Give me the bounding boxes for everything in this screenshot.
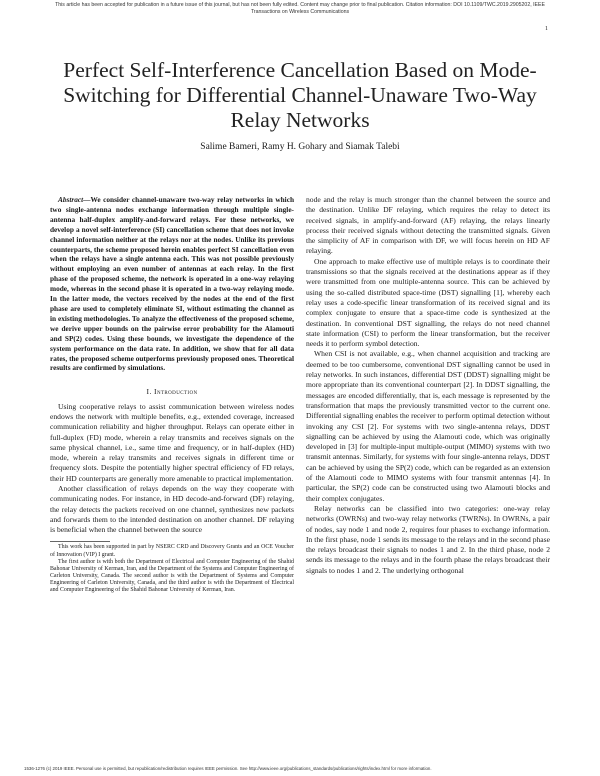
footnote-affiliations: The first author is with both the Department of Electrical and Computer Engineering of the Shahid Bahonar University of Kerman, Iran, and the Department of the Systems and Computer Engineering of Carleton University, Canada. The second author is with the Department of Systems and Computer Engineering of Carleton University, Canada, and the third author is with the Department of Electrical and Computer Engineering of the Shahid Bahonar University of Kerman, Iran. xyxy=(50,558,294,594)
copyright-footer: 1536-1276 (c) 2019 IEEE. Personal use is permitted, but republication/redistribution requires IEEE permission. See http://www.ieee.org/publications_standards/publications/rights/index.html for more information. xyxy=(24,766,432,771)
abstract xyxy=(50,195,294,373)
page-number: 1 xyxy=(545,26,548,32)
notice-line-2: Transactions on Wireless Communications xyxy=(250,9,350,15)
abstract-lead: Abstract xyxy=(58,195,84,204)
body-paragraph: Using cooperative relays to assist communication between wireless nodes endows the network with multiple benefits, e.g., extended coverage, increased communication reliability and higher throughput. Relays can operate either in full-duplex (FD) mode, wherein a relay transmits and receives signals on the same physical channel, i.e., same time and frequency, or in half-duplex (HD) mode, wherein a relay transmits and receives signals in different time or frequency slots. Despite the potentially higher spectral efficiency of FD relays, their HD counterparts are generally more amenable to practical implementation. xyxy=(50,401,294,483)
footnote-funding: This work has been supported in part by NSERC CRD and Discovery Grants and an OCE Voucher of Innovation (VIP) I grant. xyxy=(50,544,294,558)
left-column xyxy=(50,195,294,594)
section-heading: I. Introduction xyxy=(146,387,198,397)
footnote-divider xyxy=(50,541,110,542)
author-list: Salime Bameri, Ramy H. Gohary and Siamak Talebi xyxy=(200,142,400,152)
right-column xyxy=(306,195,550,576)
publication-notice xyxy=(20,2,580,16)
abstract-text: —We consider channel-unaware two-way relay networks in which two single-antenna nodes exchange information through multiple single-antenna half-duplex amplify-and-forward relays. For these networks, we develop a novel self-interference (SI) cancellation scheme that does not invoke channel information neither at the relays nor at the nodes. Unlike its previous counterparts, the scheme proposed herein enables perfect SI cancellation even when the relays have a single antenna each. This was not possible previously without employing an even number of antennas at each relay. In the first phase of the proposed scheme, the network is operated in a one-way relaying mode, whereas in the second phase it is operated in a two-way relaying mode. In the latter mode, the vectors received by the nodes at the end of the first phase are used to completely eliminate SI, without estimating the channel as in existing methodologies. To analyze the effectiveness of the proposed scheme, we derive upper bounds on the pairwise error probability for the Alamouti and SP(2) codes. Using these bounds, we investigate the dependence of the system performance on the data rate. In addition, we show that for all data rates, the proposed scheme outperforms previously proposed ones. Theoretical results are confirmed by simulations. xyxy=(50,195,294,373)
body-paragraph: One approach to make effective use of multiple relays is to coordinate their transmissions so that the signals received at the destinations appear as if they were transmitted from one multiple-antenna source. This can be achieved by using the so-called distributed space-time (DST) signalling [1], whereby each relay uses a code-specific linear transformation of its received signal and its complex conjugate to ensure that a space-time code is synthesized at the destination. In conventional DST signalling, the relays do not need channel state information (CSI) to perform the linear transformation, but the receiver needs it to perform symbol detection. xyxy=(306,256,550,349)
notice-line-1: This article has been accepted for publication in a future issue of this journal, but has not been fully edited. Content may change prior to final publication. Citation information: DOI 10.1109/TWC.2019.2905202, IEEE xyxy=(55,2,545,8)
body-paragraph: When CSI is not available, e.g., when channel acquisition and tracking are deemed to be too cumbersome, conventional DST signalling cannot be used in relay networks. In such instances, differential DST (DDST) signalling might be more appropriate than its conventional counterpart [2]. In DDST signalling, the messages are encoded differentially, that is, each message is represented by the transformation that maps the previously transmitted vector to the current one. Differential signalling enables the receiver to perform optimal detection without invoking any CSI [2]. For systems with two single-antenna relays, DDST signalling can be achieved by using the Alamouti code, which was originally developed in [3] for multiple-input multiple-output (MIMO) systems with two transmit antennas. Similarly, for systems with four single-antenna relays, DDST can be achieved by using the SP(2) code, which can be regarded as an extension of the Alamouti code to MIMO systems with four transmit antennas [4]. In particular, the SP(2) code can be constructed using two Alamouti blocks and their complex conjugates. xyxy=(306,349,550,503)
body-paragraph: Another classification of relays depends on the way they cooperate with communicating nodes. For instance, in HD decode-and-forward (DF) relaying, the relay detects the packets received on one channel, synthesizes new packets and forwards them to the intended destination on another channel. DF relaying is beneficial when the channel between the source xyxy=(50,483,294,535)
body-paragraph: node and the relay is much stronger than the channel between the source and the destination. Unlike DF relaying, which requires the relay to detect its received signals, in amplify-and-forward (AF) relaying, the relays linearly process their received signals without detecting the transmitted signals. Given the simplicity of AF in comparison with DF, we will focus herein on HD AF relaying. xyxy=(306,195,550,256)
body-paragraph: Relay networks can be classified into two categories: one-way relay networks (OWRNs) and two-way relay networks (TWRNs). In OWRNs, a pair of nodes, say node 1 and node 2, requires four phases to exchange information. In the first phase, node 1 sends its message to the relays and in the second phase the relays broadcast their signals to nodes 1 and 2. In the third phase, node 2 sends its message to the relays and in the fourth phase the relays broadcast their signals to nodes 1 and 2. The underlying orthogonal xyxy=(306,503,550,575)
paper-title: Perfect Self-Interference Cancellation Based on Mode-Switching for Differential Channel-Unaware Two-Way Relay Networks xyxy=(63,58,537,132)
